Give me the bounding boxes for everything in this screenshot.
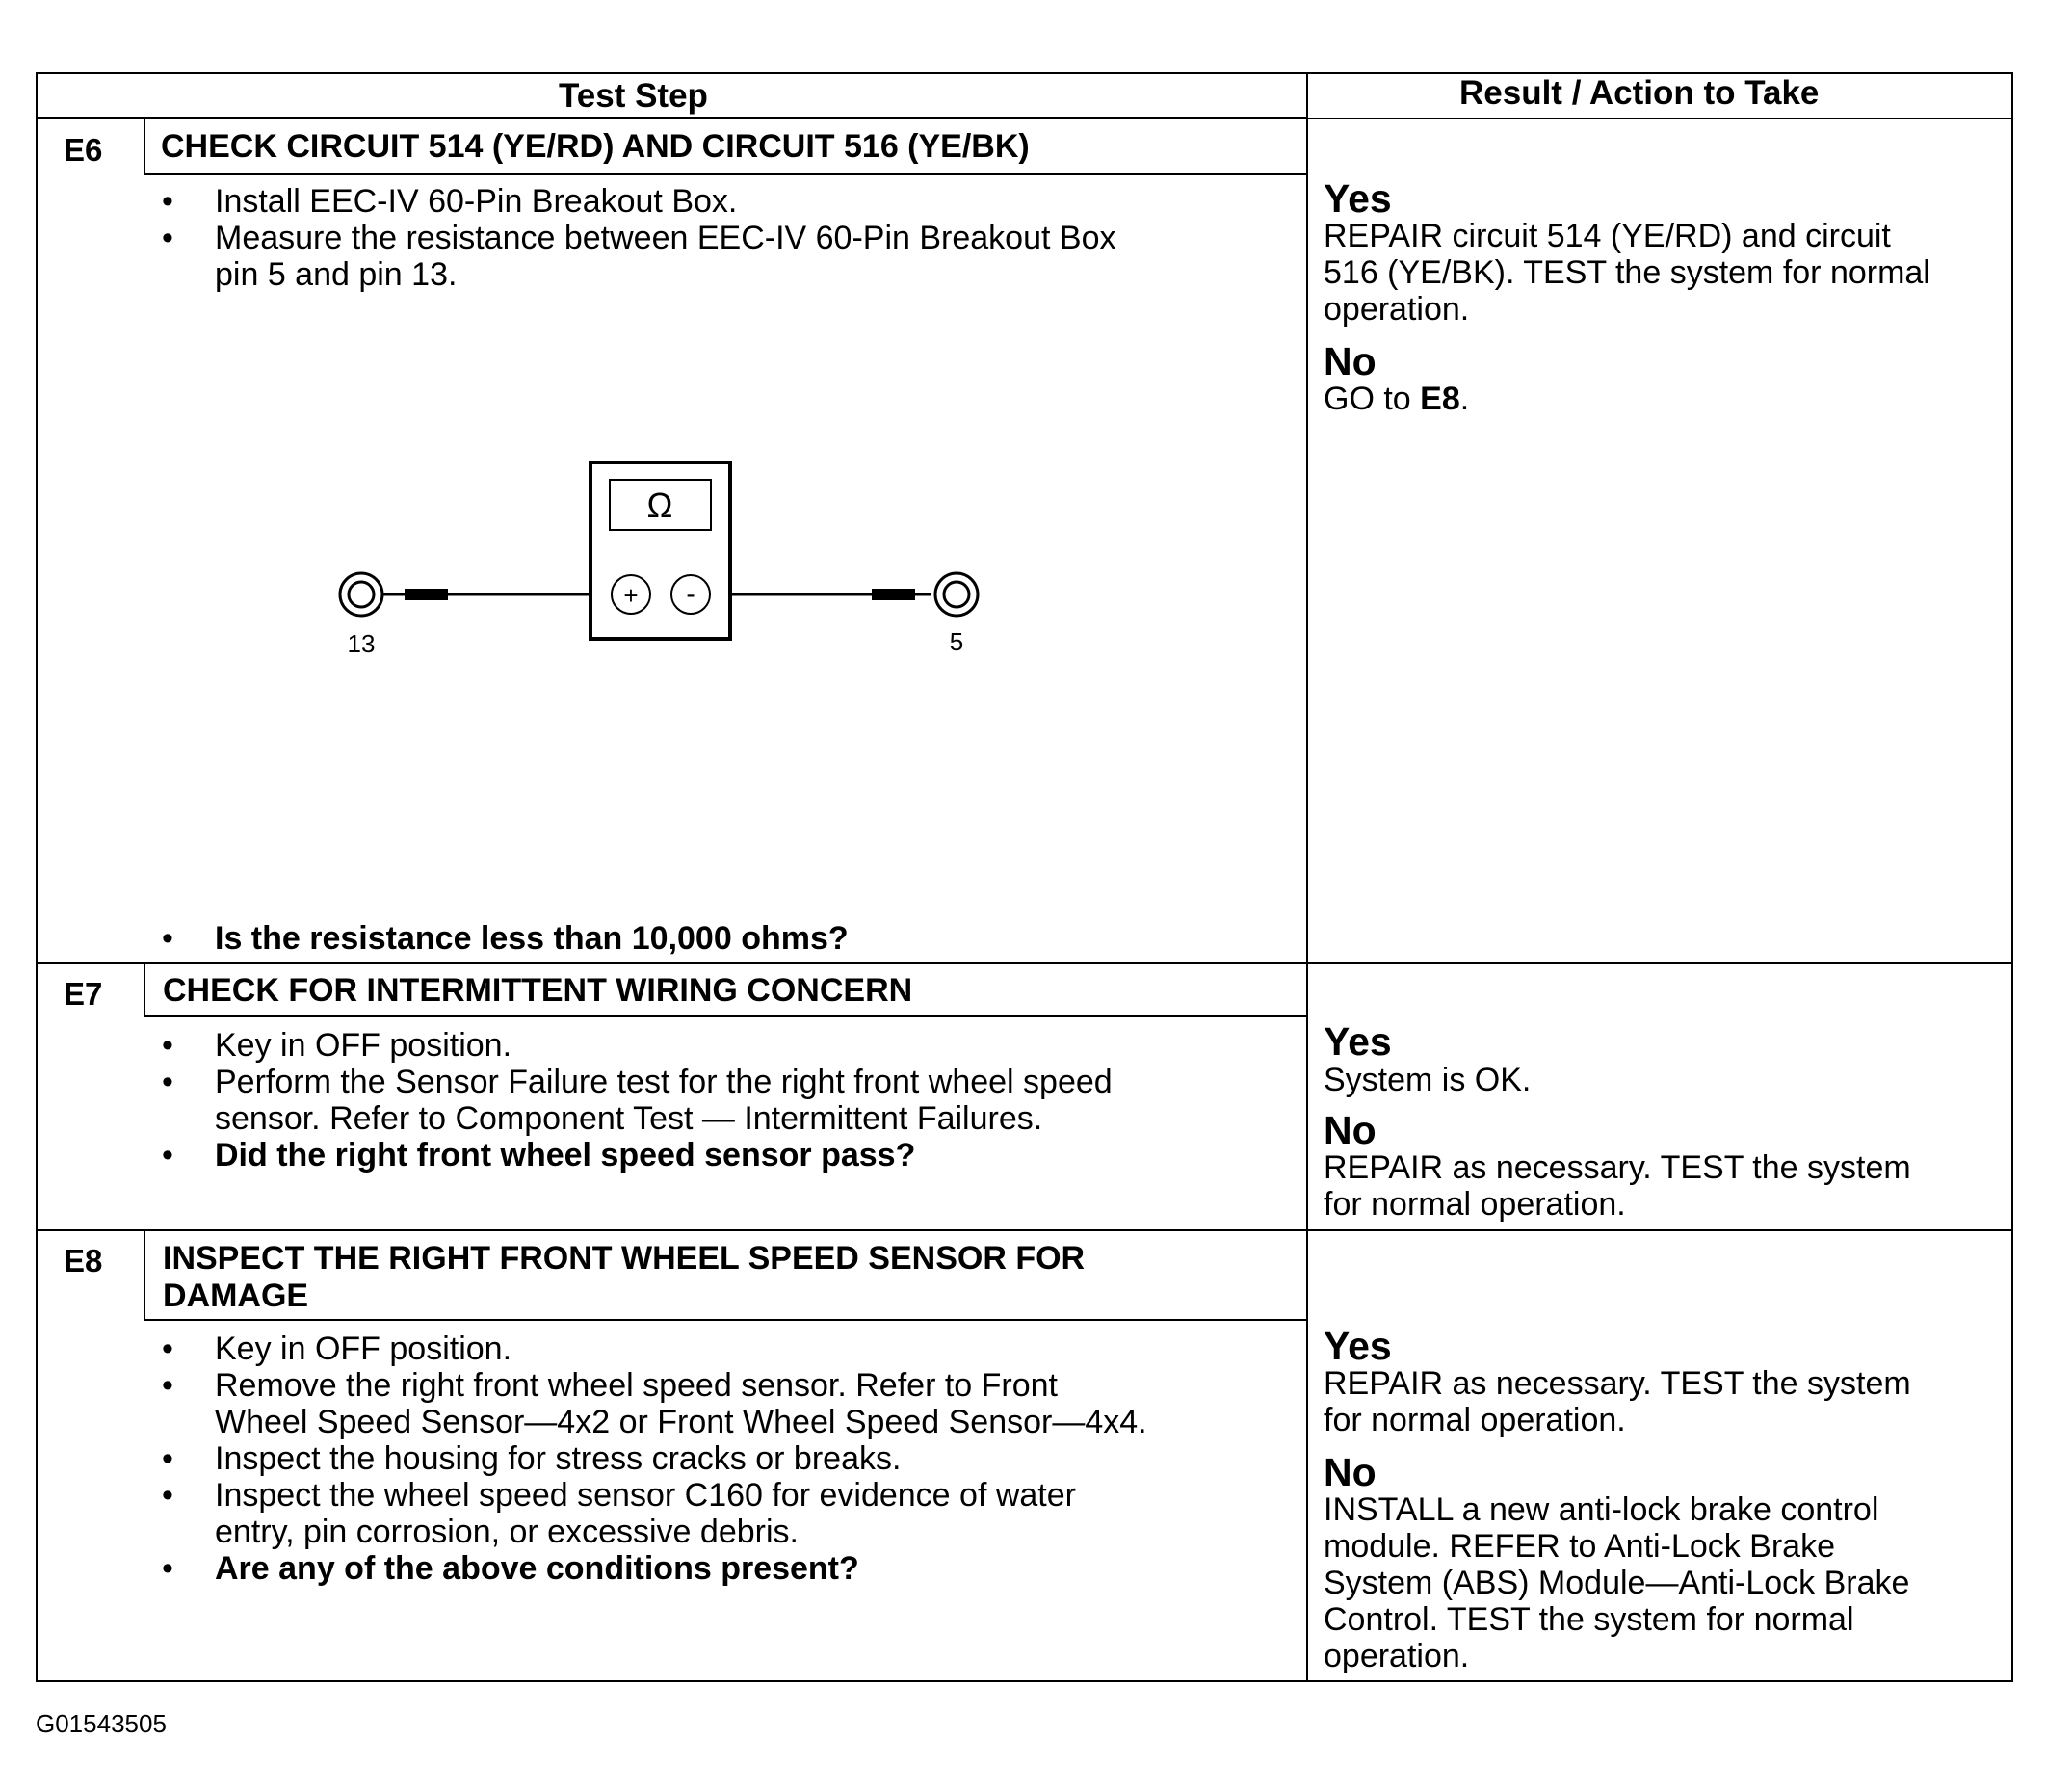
- no-text: operation.: [1324, 1638, 1470, 1674]
- no-label: No: [1324, 339, 1377, 383]
- bullet-icon: •: [162, 1440, 173, 1477]
- header-rule-right: [1306, 118, 2013, 119]
- pin-13-label: 13: [347, 629, 376, 658]
- bullet-icon: •: [162, 1064, 173, 1100]
- id-divider-e8: [144, 1230, 145, 1321]
- no-text: System (ABS) Module—Anti-Lock Brake: [1324, 1565, 1910, 1601]
- bullet-icon: •: [162, 1367, 173, 1404]
- column-divider: [1306, 72, 1308, 1682]
- bullet-icon: •: [162, 920, 173, 957]
- e8-separator: [36, 1229, 2013, 1231]
- test-step-header: Test Step: [559, 77, 708, 115]
- step-title-e6: CHECK CIRCUIT 514 (YE/RD) AND CIRCUIT 516 (YE/BK): [161, 128, 1030, 165]
- yes-label: Yes: [1324, 176, 1392, 221]
- yes-label: Yes: [1324, 1019, 1392, 1064]
- no-label: No: [1324, 1450, 1377, 1494]
- question-text: Is the resistance less than 10,000 ohms?: [215, 920, 849, 957]
- yes-label: Yes: [1324, 1324, 1392, 1368]
- list-item-continuation: pin 5 and pin 13.: [215, 256, 458, 293]
- list-item-continuation: sensor. Refer to Component Test — Intermittent Failures.: [215, 1100, 1043, 1137]
- result-action-header: Result / Action to Take: [1459, 74, 1820, 112]
- figure-code: G01543505: [36, 1709, 167, 1738]
- no-text: for normal operation.: [1324, 1186, 1626, 1223]
- bullet-icon: •: [162, 1550, 173, 1587]
- step-title-e7: CHECK FOR INTERMITTENT WIRING CONCERN: [163, 972, 913, 1009]
- bullet-icon: •: [162, 1477, 173, 1514]
- step-id-e8: E8: [64, 1243, 103, 1278]
- e7-title-rule: [144, 1015, 1307, 1017]
- id-divider-e6: [144, 118, 145, 175]
- list-item-continuation: entry, pin corrosion, or excessive debris.: [215, 1514, 799, 1550]
- yes-text: REPAIR as necessary. TEST the system: [1324, 1365, 1911, 1402]
- no-text: GO to E8.: [1324, 381, 1470, 417]
- yes-text: operation.: [1324, 291, 1470, 328]
- step-id-e7: E7: [64, 976, 103, 1012]
- step-link-e8[interactable]: E8: [1420, 381, 1460, 417]
- yes-text: REPAIR circuit 514 (YE/RD) and circuit: [1324, 218, 1891, 254]
- no-label: No: [1324, 1108, 1377, 1152]
- no-text: REPAIR as necessary. TEST the system: [1324, 1149, 1911, 1186]
- step-id-e6: E6: [64, 132, 103, 168]
- no-text: module. REFER to Anti-Lock Brake: [1324, 1528, 1836, 1565]
- bullet-icon: •: [162, 1137, 173, 1173]
- bullet-icon: •: [162, 220, 173, 256]
- question-text: Are any of the above conditions present?: [215, 1550, 859, 1587]
- svg-text:+: +: [623, 581, 639, 610]
- bullet-icon: •: [162, 1331, 173, 1367]
- probe-left-icon: [405, 589, 448, 600]
- ohmmeter-diagram: [318, 453, 1011, 665]
- e8-title-rule: [144, 1319, 1307, 1321]
- svg-text:-: -: [686, 579, 695, 609]
- bullet-icon: •: [162, 1027, 173, 1064]
- yes-text: for normal operation.: [1324, 1402, 1626, 1438]
- no-text: Control. TEST the system for normal: [1324, 1601, 1854, 1638]
- yes-text: System is OK.: [1324, 1062, 1532, 1098]
- question-text: Did the right front wheel speed sensor pass?: [215, 1137, 916, 1173]
- step-title-e8-cont: DAMAGE: [163, 1278, 309, 1314]
- list-item-continuation: Wheel Speed Sensor—4x2 or Front Wheel Speed Sensor—4x4.: [215, 1404, 1147, 1440]
- step-title-e8: INSPECT THE RIGHT FRONT WHEEL SPEED SENSOR FOR: [163, 1240, 1086, 1277]
- bullet-icon: •: [162, 183, 173, 220]
- pin-5-label: 5: [949, 627, 964, 656]
- probe-right-icon: [872, 589, 915, 600]
- id-divider-e7: [144, 963, 145, 1017]
- header-rule: [36, 117, 1307, 119]
- e7-separator: [36, 962, 2013, 964]
- e6-title-rule: [144, 173, 1307, 175]
- no-text: INSTALL a new anti-lock brake control: [1324, 1491, 1879, 1528]
- ohm-symbol: Ω: [646, 486, 673, 525]
- yes-text: 516 (YE/BK). TEST the system for normal: [1324, 254, 1930, 291]
